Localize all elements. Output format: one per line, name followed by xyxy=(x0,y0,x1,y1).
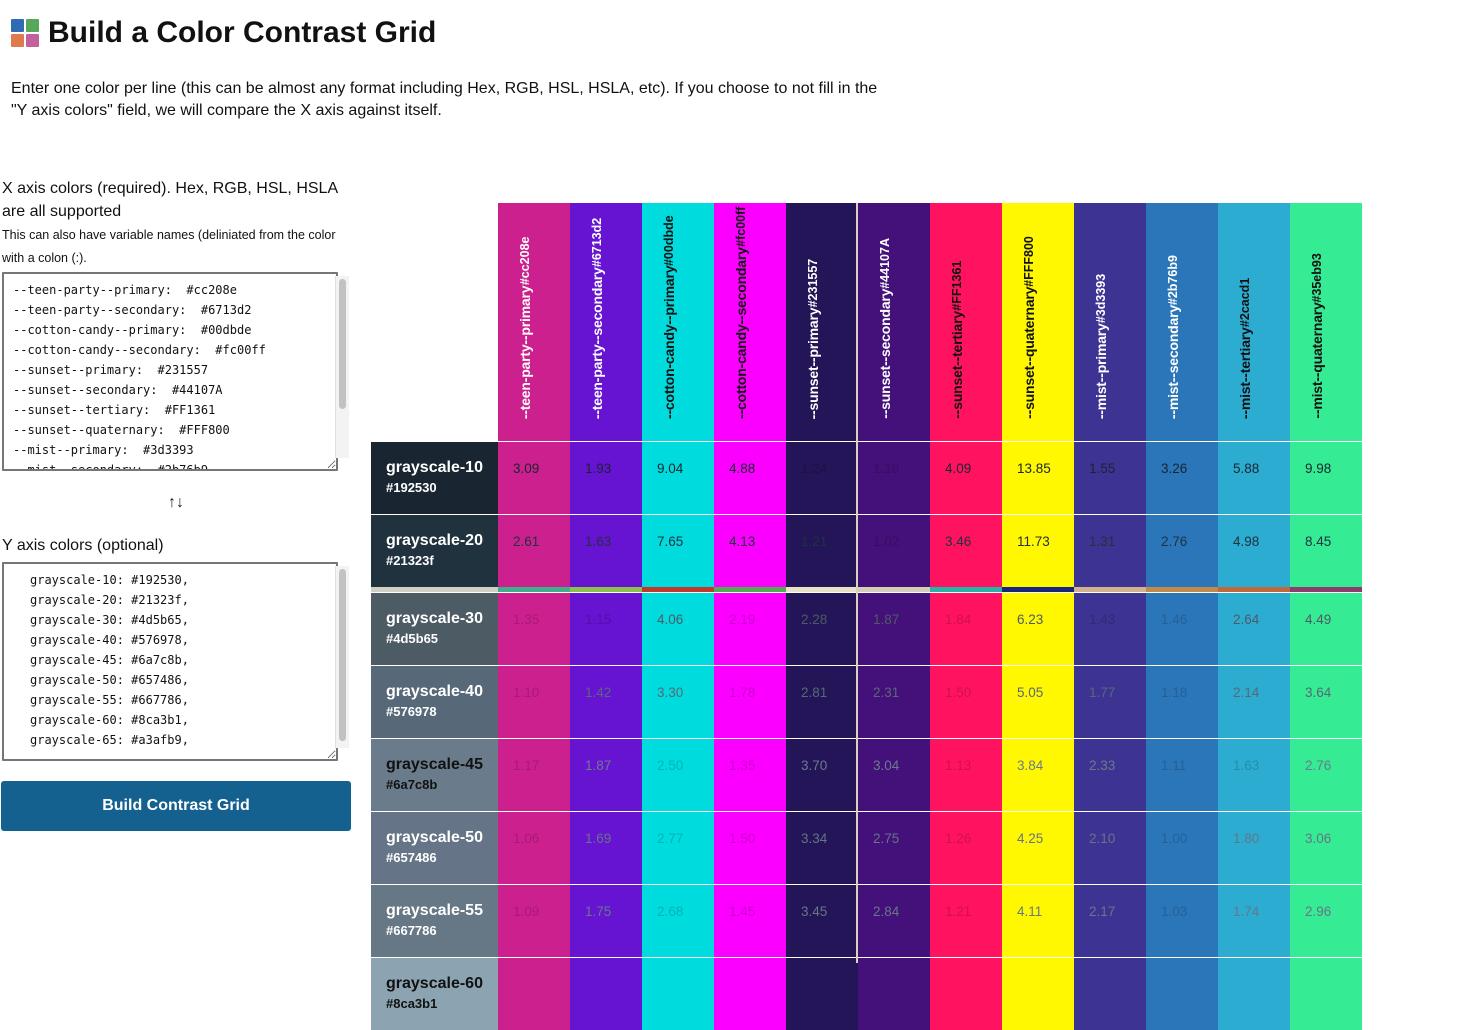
column-header xyxy=(786,203,858,441)
column-header xyxy=(570,203,642,441)
page-title: Build a Color Contrast Grid xyxy=(48,16,437,49)
y-input-scrollbar[interactable] xyxy=(335,566,349,748)
contrast-cell xyxy=(1146,958,1218,1030)
column-header-label xyxy=(1092,274,1110,419)
contrast-cell: 3.84 xyxy=(1002,739,1074,811)
contrast-cell: 4.11 xyxy=(1002,885,1074,957)
column-hex: #FF1361 xyxy=(950,261,964,312)
contrast-cell: 5.05 xyxy=(1002,666,1074,738)
y-axis-label: Y axis colors (optional) xyxy=(2,537,164,554)
contrast-cell: 2.64 xyxy=(1218,593,1290,665)
column-header xyxy=(642,203,714,441)
contrast-cell: 1.63 xyxy=(570,515,642,587)
x-axis-help: This can also have variable names (deliniated from the color with a colon (:). xyxy=(2,228,336,265)
separator-cell xyxy=(1074,587,1146,592)
x-axis-colors-input[interactable] xyxy=(2,272,338,471)
contrast-cell: 7.65 xyxy=(642,515,714,587)
separator-cell xyxy=(498,587,570,592)
row-name: grayscale-40 xyxy=(386,683,483,700)
column-hex: #3d3393 xyxy=(1094,273,1108,324)
contrast-cell: 1.21 xyxy=(930,885,1002,957)
contrast-cell: 4.25 xyxy=(1002,812,1074,884)
column-name: --mist--secondary xyxy=(1165,304,1181,419)
contrast-cell: 1.93 xyxy=(570,442,642,514)
contrast-cell: 1.09 xyxy=(498,885,570,957)
contrast-cell: 3.64 xyxy=(1290,666,1362,738)
column-header-label xyxy=(948,261,966,419)
contrast-cell: 1.03 xyxy=(1146,885,1218,957)
contrast-cell xyxy=(642,958,714,1030)
column-header xyxy=(1074,203,1146,441)
grid-row xyxy=(371,738,1363,811)
contrast-cell: 1.63 xyxy=(1218,739,1290,811)
contrast-cell: 1.75 xyxy=(570,885,642,957)
contrast-cell: 2.28 xyxy=(786,593,858,665)
column-hex: #2b76b9 xyxy=(1166,254,1180,305)
column-name: --cotton-candy--secondary xyxy=(733,247,749,419)
contrast-cell: 1.43 xyxy=(1074,593,1146,665)
grid-separator xyxy=(371,587,1363,592)
column-header xyxy=(1146,203,1218,441)
column-name: --sunset--quaternary xyxy=(1021,286,1037,419)
contrast-cell: 1.26 xyxy=(930,812,1002,884)
contrast-cell: 9.98 xyxy=(1290,442,1362,514)
column-name: --teen-party--secondary xyxy=(589,267,605,419)
row-header xyxy=(371,739,498,811)
row-header xyxy=(371,593,498,665)
contrast-cell: 1.24 xyxy=(786,442,858,514)
contrast-cell: 1.10 xyxy=(498,666,570,738)
contrast-cell: 1.02 xyxy=(858,515,930,587)
separator-cell xyxy=(930,587,1002,592)
column-name: --sunset--tertiary xyxy=(949,311,965,419)
contrast-cell: 2.76 xyxy=(1146,515,1218,587)
grid-row xyxy=(371,957,1363,1030)
logo-square xyxy=(11,19,24,32)
contrast-cell: 1.35 xyxy=(714,739,786,811)
contrast-cell: 3.04 xyxy=(858,739,930,811)
contrast-cell: 2.19 xyxy=(714,593,786,665)
column-hex: #2cacd1 xyxy=(1238,277,1252,328)
row-name: grayscale-45 xyxy=(386,756,483,773)
contrast-cell: 2.84 xyxy=(858,885,930,957)
column-header-label xyxy=(588,218,606,419)
y-axis-colors-input[interactable] xyxy=(2,562,338,761)
y-input-scroll-thumb[interactable] xyxy=(339,569,346,741)
row-name: grayscale-55 xyxy=(386,902,483,919)
contrast-cell: 4.06 xyxy=(642,593,714,665)
contrast-cell xyxy=(858,958,930,1030)
row-header xyxy=(371,666,498,738)
row-hex: #192530 xyxy=(386,480,437,495)
column-name: --mist--tertiary xyxy=(1237,327,1253,419)
grid-row xyxy=(371,514,1363,587)
contrast-cell: 1.74 xyxy=(1218,885,1290,957)
contrast-cell: 3.06 xyxy=(1290,812,1362,884)
contrast-cell: 3.30 xyxy=(642,666,714,738)
contrast-cell: 1.84 xyxy=(930,593,1002,665)
contrast-cell: 2.68 xyxy=(642,885,714,957)
column-header-label xyxy=(1020,236,1038,419)
contrast-cell: 1.78 xyxy=(714,666,786,738)
contrast-cell: 1.46 xyxy=(1146,593,1218,665)
contrast-cell xyxy=(786,958,858,1030)
contrast-cell: 2.10 xyxy=(1074,812,1146,884)
contrast-cell xyxy=(1218,958,1290,1030)
contrast-cell: 2.75 xyxy=(858,812,930,884)
contrast-cell: 1.13 xyxy=(930,739,1002,811)
column-name: --mist--primary xyxy=(1093,323,1109,419)
contrast-cell: 1.06 xyxy=(498,812,570,884)
row-hex: #4d5b65 xyxy=(386,631,439,646)
grid-row xyxy=(371,884,1363,957)
contrast-cell: 1.77 xyxy=(1074,666,1146,738)
contrast-cell xyxy=(1074,958,1146,1030)
contrast-cell: 1.17 xyxy=(498,739,570,811)
contrast-cell: 6.23 xyxy=(1002,593,1074,665)
column-divider xyxy=(856,203,858,963)
contrast-cell: 2.96 xyxy=(1290,885,1362,957)
contrast-cell: 4.49 xyxy=(1290,593,1362,665)
row-name: grayscale-30 xyxy=(386,610,483,627)
x-axis-label: X axis colors (required). Hex, RGB, HSL, HSLA are all supported xyxy=(2,180,338,220)
grid-corner xyxy=(371,203,498,441)
contrast-cell: 2.81 xyxy=(786,666,858,738)
contrast-cell: 2.50 xyxy=(642,739,714,811)
column-header-row xyxy=(371,203,1363,441)
contrast-cell: 1.11 xyxy=(1146,739,1218,811)
separator-cell xyxy=(858,587,930,592)
separator-cell xyxy=(1002,587,1074,592)
row-header xyxy=(371,812,498,884)
contrast-cell: 3.09 xyxy=(498,442,570,514)
contrast-grid xyxy=(371,203,1363,1030)
contrast-cell: 3.45 xyxy=(786,885,858,957)
row-name: grayscale-50 xyxy=(386,829,483,846)
contrast-cell: 1.16 xyxy=(858,442,930,514)
column-header xyxy=(1218,203,1290,441)
column-name: --cotton-candy--primary xyxy=(661,265,677,419)
contrast-cell: 4.13 xyxy=(714,515,786,587)
column-hex: #cc208e xyxy=(518,236,532,286)
contrast-cell: 1.45 xyxy=(714,885,786,957)
column-hex: #00dbde xyxy=(662,214,676,266)
grid-row xyxy=(371,811,1363,884)
column-header-label xyxy=(660,215,678,419)
row-header xyxy=(371,885,498,957)
row-name: grayscale-20 xyxy=(386,532,483,549)
contrast-cell xyxy=(930,958,1002,1030)
separator-cell xyxy=(642,587,714,592)
column-header-label xyxy=(804,259,822,419)
contrast-cell: 5.88 xyxy=(1218,442,1290,514)
column-header-label xyxy=(876,238,894,419)
build-contrast-grid-button[interactable]: Build Contrast Grid xyxy=(1,781,351,831)
column-hex: #44107A xyxy=(878,238,892,289)
contrast-cell: 9.04 xyxy=(642,442,714,514)
contrast-cell xyxy=(1290,958,1362,1030)
column-header-label xyxy=(516,237,534,419)
contrast-cell: 1.87 xyxy=(858,593,930,665)
column-name: --teen-party--primary xyxy=(517,285,533,419)
contrast-cell: 1.18 xyxy=(1146,666,1218,738)
contrast-cell xyxy=(498,958,570,1030)
x-input-scrollbar[interactable] xyxy=(335,276,349,458)
contrast-cell: 2.77 xyxy=(642,812,714,884)
swap-axes-button[interactable]: ↑↓ xyxy=(168,494,184,511)
contrast-cell: 2.31 xyxy=(858,666,930,738)
column-header xyxy=(930,203,1002,441)
column-hex: #fc00ff xyxy=(734,207,748,248)
row-hex: #667786 xyxy=(386,923,437,938)
x-input-scroll-thumb[interactable] xyxy=(339,279,346,409)
column-header-label xyxy=(732,207,750,419)
contrast-cell: 1.31 xyxy=(1074,515,1146,587)
column-name: --sunset--primary xyxy=(805,307,821,419)
row-hex: #657486 xyxy=(386,850,437,865)
column-hex: #231557 xyxy=(806,258,820,308)
separator-cell xyxy=(714,587,786,592)
separator-head xyxy=(371,587,498,592)
grid-row xyxy=(371,592,1363,665)
column-hex: #6713d2 xyxy=(590,217,604,268)
logo-square xyxy=(26,34,39,47)
row-header xyxy=(371,958,498,1030)
contrast-cell xyxy=(1002,958,1074,1030)
contrast-cell: 1.87 xyxy=(570,739,642,811)
contrast-cell: 1.55 xyxy=(1074,442,1146,514)
row-name: grayscale-60 xyxy=(386,975,483,992)
separator-cell xyxy=(1290,587,1362,592)
contrast-cell: 1.35 xyxy=(498,593,570,665)
contrast-cell: 4.88 xyxy=(714,442,786,514)
grid-row xyxy=(371,441,1363,514)
contrast-cell: 2.14 xyxy=(1218,666,1290,738)
row-name: grayscale-10 xyxy=(386,459,483,476)
contrast-cell: 1.42 xyxy=(570,666,642,738)
column-header xyxy=(1290,203,1362,441)
contrast-cell: 13.85 xyxy=(1002,442,1074,514)
logo-square xyxy=(26,19,39,32)
contrast-cell: 1.00 xyxy=(1146,812,1218,884)
column-name: --sunset--secondary xyxy=(877,288,893,419)
contrast-cell: 4.09 xyxy=(930,442,1002,514)
contrast-cell xyxy=(570,958,642,1030)
contrast-cell: 2.17 xyxy=(1074,885,1146,957)
separator-cell xyxy=(1146,587,1218,592)
row-header xyxy=(371,515,498,587)
contrast-cell: 1.21 xyxy=(786,515,858,587)
contrast-cell: 3.26 xyxy=(1146,442,1218,514)
contrast-cell: 3.34 xyxy=(786,812,858,884)
contrast-cell: 11.73 xyxy=(1002,515,1074,587)
column-hex: #35eb93 xyxy=(1310,253,1324,303)
row-hex: #6a7c8b xyxy=(386,777,438,792)
column-header-label xyxy=(1164,255,1182,419)
column-header xyxy=(714,203,786,441)
contrast-cell: 2.61 xyxy=(498,515,570,587)
column-header-label xyxy=(1236,278,1254,419)
grid-logo-icon xyxy=(11,19,39,47)
contrast-cell: 1.50 xyxy=(930,666,1002,738)
contrast-cell: 1.69 xyxy=(570,812,642,884)
contrast-cell: 4.98 xyxy=(1218,515,1290,587)
title-row xyxy=(11,14,436,52)
column-header-label xyxy=(1308,253,1326,419)
separator-cell xyxy=(570,587,642,592)
contrast-cell: 3.70 xyxy=(786,739,858,811)
column-header xyxy=(1002,203,1074,441)
contrast-cell: 3.46 xyxy=(930,515,1002,587)
separator-cell xyxy=(786,587,858,592)
row-hex: #8ca3b1 xyxy=(386,996,438,1011)
row-hex: #576978 xyxy=(386,704,437,719)
column-header xyxy=(858,203,930,441)
intro-text: Enter one color per line (this can be almost any format including Hex, RGB, HSL, HSLA, etc). If you choose to not fill in the "Y axis colors" field, we will compare the X axis against itself. xyxy=(11,80,878,119)
contrast-cell: 1.80 xyxy=(1218,812,1290,884)
contrast-cell: 2.33 xyxy=(1074,739,1146,811)
logo-square xyxy=(11,34,24,47)
column-header xyxy=(498,203,570,441)
contrast-cell: 1.50 xyxy=(714,812,786,884)
column-name: --mist--quaternary xyxy=(1309,302,1325,419)
contrast-cell: 2.76 xyxy=(1290,739,1362,811)
column-hex: #FFF800 xyxy=(1022,236,1036,287)
separator-cell xyxy=(1218,587,1290,592)
row-hex: #21323f xyxy=(386,553,434,568)
contrast-cell: 1.15 xyxy=(570,593,642,665)
row-header xyxy=(371,442,498,514)
contrast-cell xyxy=(714,958,786,1030)
grid-row xyxy=(371,665,1363,738)
contrast-cell: 8.45 xyxy=(1290,515,1362,587)
